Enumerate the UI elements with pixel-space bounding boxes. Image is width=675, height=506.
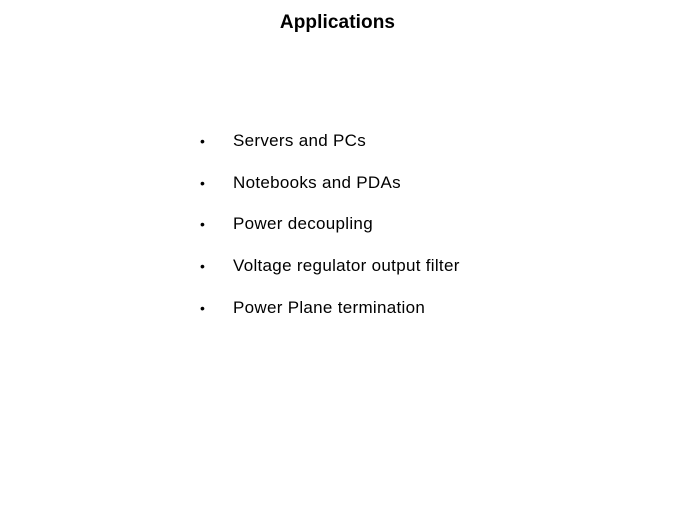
bullet-icon: •: [200, 174, 205, 191]
bullet-icon: •: [200, 299, 205, 316]
list-item-label: Power decoupling: [233, 214, 373, 234]
list-item-label: Voltage regulator output filter: [233, 256, 460, 276]
list-item-label: Servers and PCs: [233, 131, 366, 150]
bullet-icon: •: [200, 216, 205, 233]
bullet-icon: •: [200, 133, 205, 149]
list-item-label: Power Plane termination: [233, 297, 426, 317]
bullet-icon: •: [200, 258, 205, 275]
slide-title: Applications: [279, 12, 396, 33]
list-item-label: Notebooks and PDAs: [233, 172, 401, 192]
